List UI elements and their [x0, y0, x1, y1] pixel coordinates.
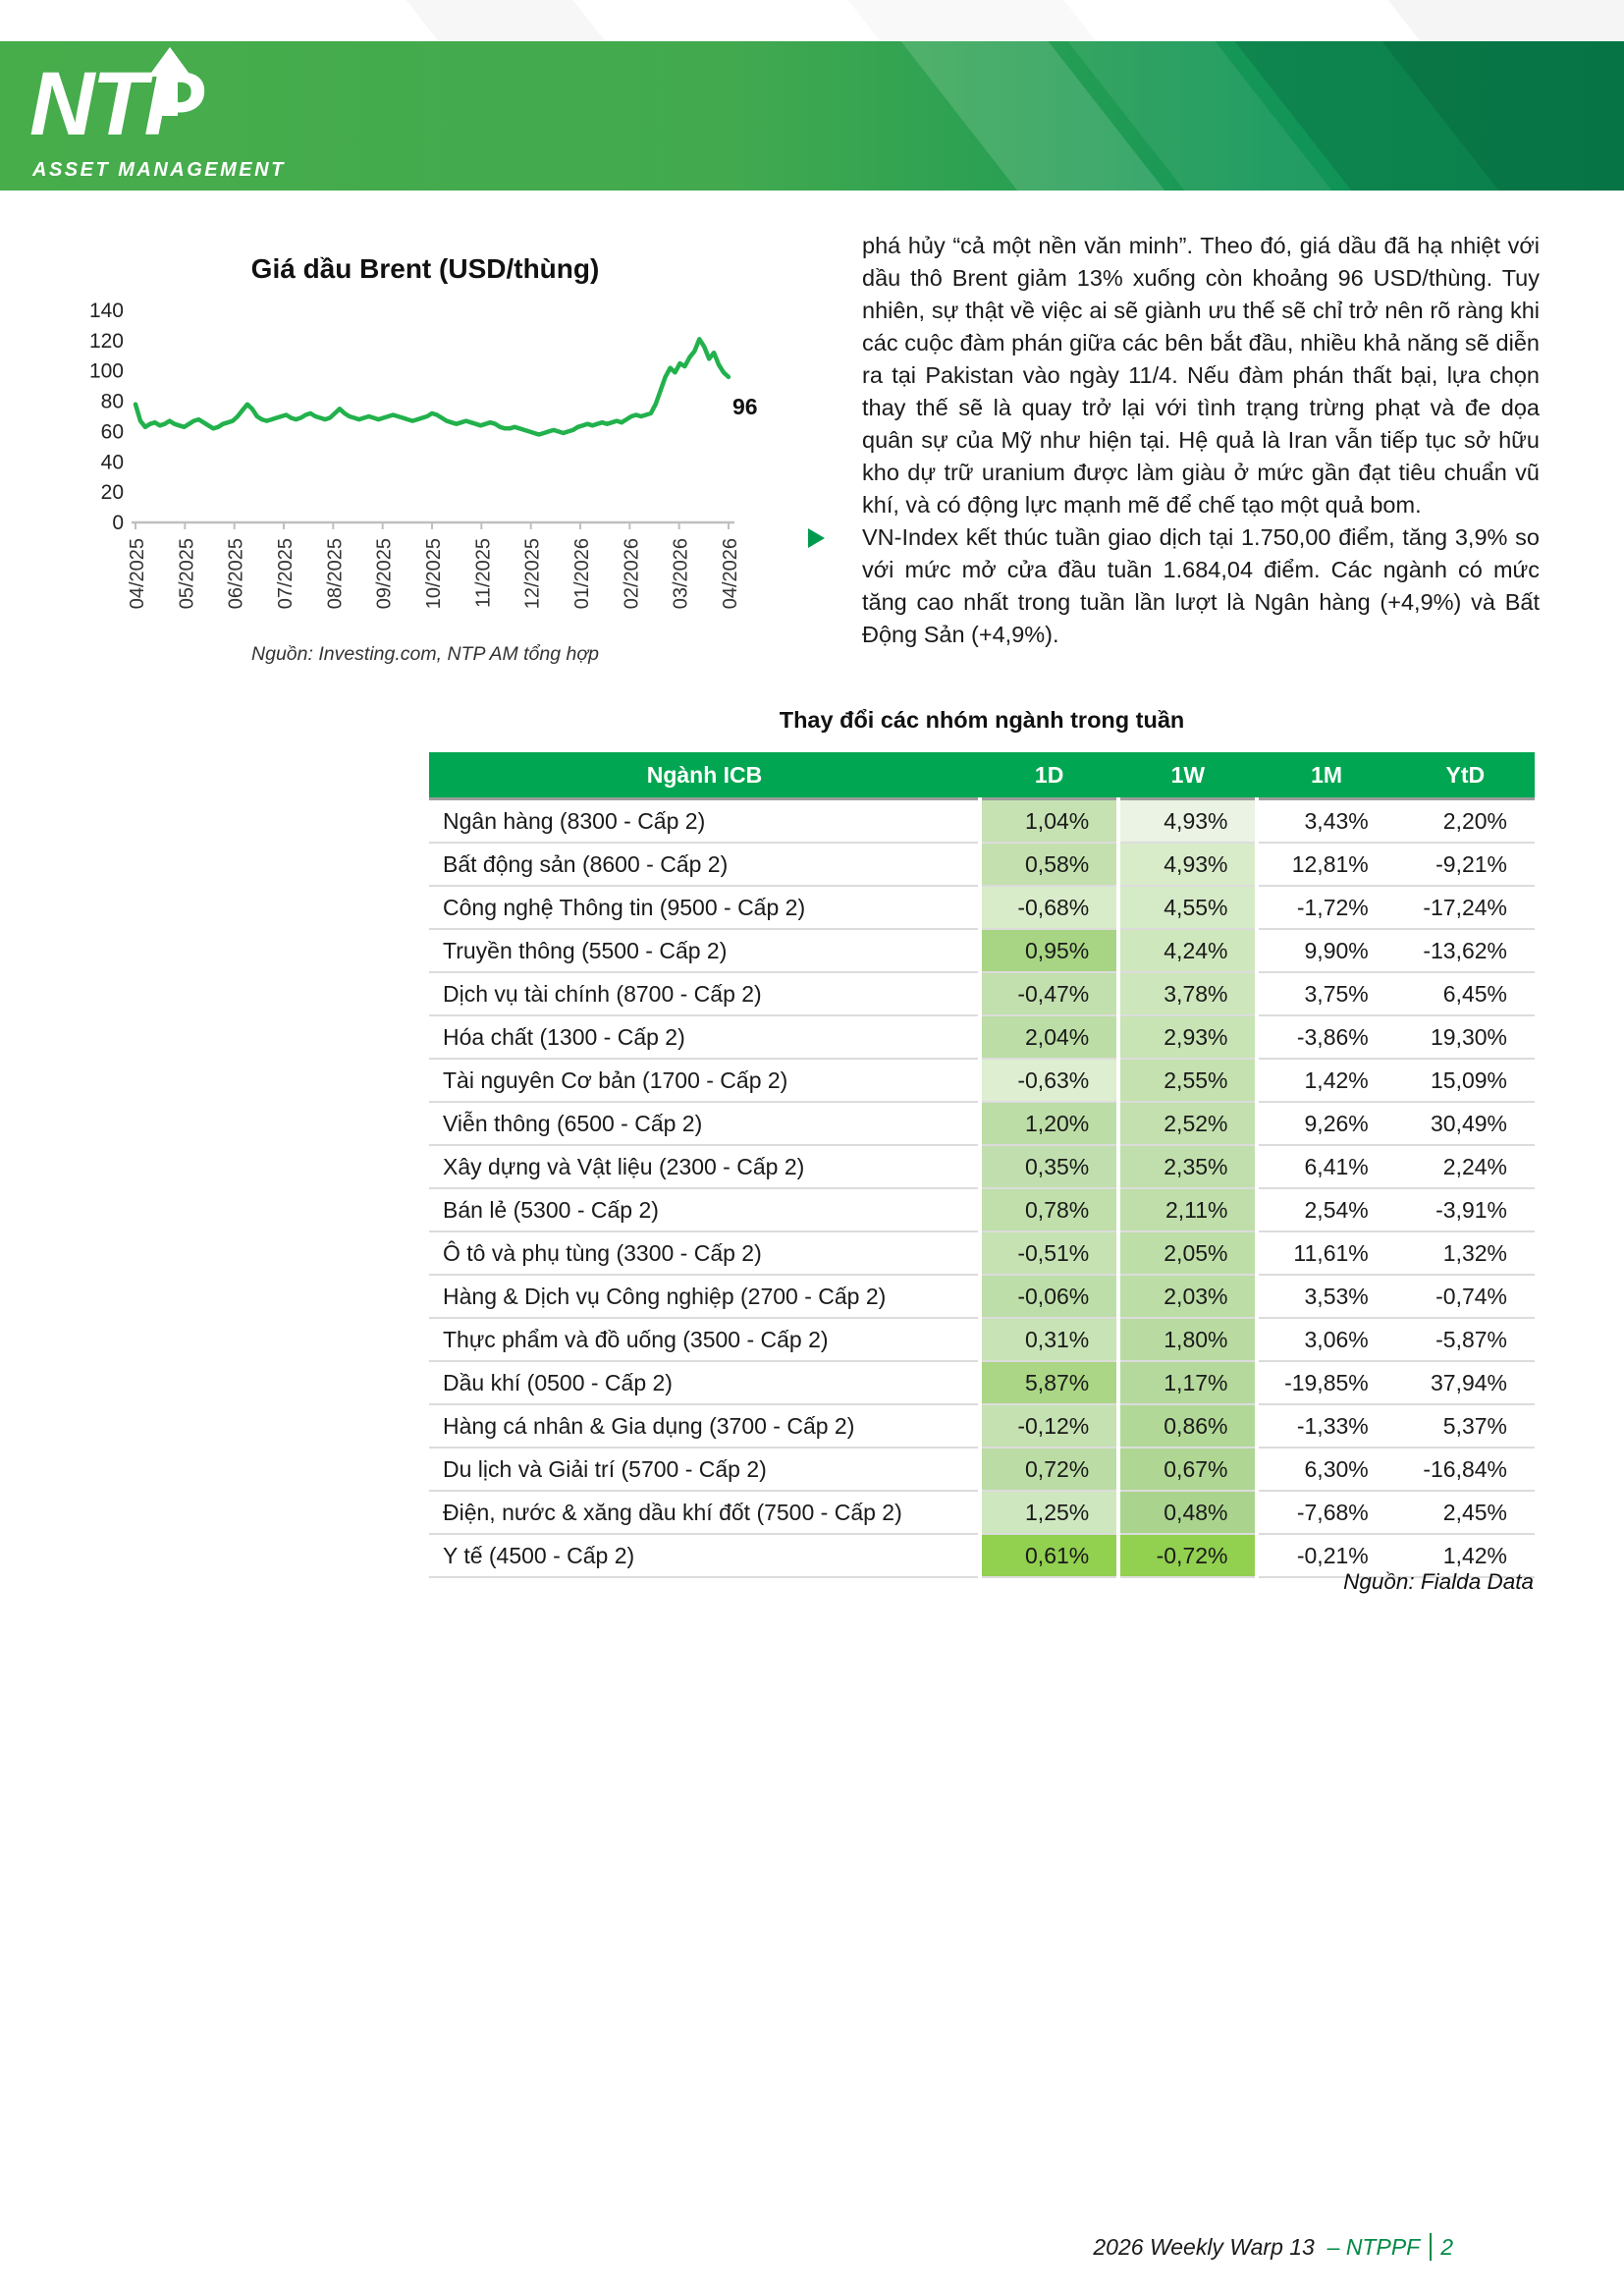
footer-page-number: 2: [1440, 2234, 1453, 2260]
table-row: [429, 1145, 1535, 1188]
footer-report-name: 2026 Weekly Warp 13: [1093, 2234, 1315, 2260]
table-row: [429, 972, 1535, 1015]
table-row: [429, 843, 1535, 886]
x-axis-tick-label: 11/2025: [472, 538, 495, 608]
table-row: [429, 799, 1535, 844]
cell-sector-name: Ô tô và phụ tùng (3300 - Cấp 2): [429, 1231, 980, 1275]
cell-1m: 6,41%: [1257, 1145, 1395, 1188]
y-axis-tick-label: 120: [88, 329, 124, 353]
cell-1m: 3,53%: [1257, 1275, 1395, 1318]
cell-sector-name: Hàng & Dịch vụ Công nghiệp (2700 - Cấp 2): [429, 1275, 980, 1318]
cell-1w: 0,67%: [1118, 1448, 1257, 1491]
x-axis-tick-label: 06/2025: [225, 538, 247, 610]
cell-sector-name: Thực phẩm và đồ uống (3500 - Cấp 2): [429, 1318, 980, 1361]
y-axis-tick-label: 80: [100, 390, 124, 413]
cell-1m: -19,85%: [1257, 1361, 1395, 1404]
x-axis-tick-label: 08/2025: [324, 538, 347, 610]
cell-1m: 3,75%: [1257, 972, 1395, 1015]
table-row: [429, 1275, 1535, 1318]
paragraph-oil: phá hủy “cả một nền văn minh”. Theo đó, giá dầu đã hạ nhiệt với dầu thô Brent giảm 13% xuống còn khoảng 96 USD/thùng. Tuy nhiên, sự thật về việc ai sẽ giành ưu thế sẽ chỉ trở nên rõ ràng khi các cuộc đàm phán giữa các bên bắt đầu, nhiều khả năng sẽ diễn ra tại Pakistan vào ngày 11/4. Nếu đàm phán thất bại, lựa chọn thay thế sẽ là quay trở lại với tình trạng trừng phạt và đe dọa quân sự của Mỹ như hiện tại. Hệ quả là Iran vẫn tiếp tục sở hữu kho dự trữ uranium được làm giàu ở mức gần đạt tiêu chuẩn vũ khí, và có động lực mạnh mẽ để chế tạo một quả bom.: [862, 233, 1540, 518]
header-banner: [0, 41, 1624, 191]
cell-1d: -0,51%: [980, 1231, 1118, 1275]
cell-ytd: 2,20%: [1396, 799, 1535, 844]
page-footer: [1093, 2233, 1453, 2261]
cell-1d: -0,06%: [980, 1275, 1118, 1318]
cell-1w: 2,55%: [1118, 1059, 1257, 1102]
cell-1w: 1,80%: [1118, 1318, 1257, 1361]
cell-1w: 4,55%: [1118, 886, 1257, 929]
cell-ytd: 1,32%: [1396, 1231, 1535, 1275]
x-axis-tick-label: 04/2026: [720, 538, 741, 610]
table-row: [429, 1491, 1535, 1534]
x-axis-tick-label: 03/2026: [670, 538, 692, 610]
cell-1m: 3,06%: [1257, 1318, 1395, 1361]
cell-1m: -1,33%: [1257, 1404, 1395, 1448]
cell-sector-name: Viễn thông (6500 - Cấp 2): [429, 1102, 980, 1145]
table-body: [429, 799, 1535, 1578]
cell-1m: -0,21%: [1257, 1534, 1395, 1577]
table-source: Nguồn: Fialda Data: [1343, 1569, 1534, 1594]
cell-sector-name: Ngân hàng (8300 - Cấp 2): [429, 799, 980, 844]
table-row: [429, 1015, 1535, 1059]
cell-1w: 2,52%: [1118, 1102, 1257, 1145]
ntp-logo: [29, 45, 324, 191]
cell-sector-name: Xây dựng và Vật liệu (2300 - Cấp 2): [429, 1145, 980, 1188]
cell-ytd: 30,49%: [1396, 1102, 1535, 1145]
table-row: [429, 1404, 1535, 1448]
cell-1w: 2,35%: [1118, 1145, 1257, 1188]
cell-ytd: -5,87%: [1396, 1318, 1535, 1361]
x-axis-tick-label: 02/2026: [621, 538, 643, 610]
top-deco-stripe: [848, 0, 1097, 41]
cell-1m: 6,30%: [1257, 1448, 1395, 1491]
column-header-1w: 1W: [1118, 752, 1257, 799]
cell-1w: 3,78%: [1118, 972, 1257, 1015]
cell-1w: 4,93%: [1118, 843, 1257, 886]
cell-1m: 2,54%: [1257, 1188, 1395, 1231]
cell-1d: 0,61%: [980, 1534, 1118, 1577]
cell-ytd: 37,94%: [1396, 1361, 1535, 1404]
top-deco-stripe: [1388, 0, 1624, 41]
cell-1m: -7,68%: [1257, 1491, 1395, 1534]
column-header-1d: 1D: [980, 752, 1118, 799]
logo-text: NTP: [29, 54, 201, 154]
y-axis-tick-label: 0: [112, 512, 124, 534]
cell-1d: -0,12%: [980, 1404, 1118, 1448]
cell-1d: -0,47%: [980, 972, 1118, 1015]
chart-source: Nguồn: Investing.com, NTP AM tổng hợp: [251, 643, 599, 665]
column-header-1m: 1M: [1257, 752, 1395, 799]
x-axis-tick-label: 12/2025: [521, 538, 544, 610]
x-axis-tick-label: 07/2025: [275, 538, 297, 610]
cell-1w: 2,11%: [1118, 1188, 1257, 1231]
cell-ytd: 2,24%: [1396, 1145, 1535, 1188]
cell-1w: 4,24%: [1118, 929, 1257, 972]
x-axis-tick-label: 04/2025: [127, 538, 148, 610]
commentary-column: [862, 230, 1540, 651]
cell-1w: 2,05%: [1118, 1231, 1257, 1275]
cell-ytd: 15,09%: [1396, 1059, 1535, 1102]
cell-1w: 2,93%: [1118, 1015, 1257, 1059]
cell-1d: 5,87%: [980, 1361, 1118, 1404]
cell-sector-name: Truyền thông (5500 - Cấp 2): [429, 929, 980, 972]
table-row: [429, 1318, 1535, 1361]
table-row: [429, 1361, 1535, 1404]
cell-1w: 4,93%: [1118, 799, 1257, 844]
cell-1d: 0,35%: [980, 1145, 1118, 1188]
cell-1m: 9,90%: [1257, 929, 1395, 972]
column-header-sector: Ngành ICB: [429, 752, 980, 799]
table-header: [429, 752, 1535, 799]
cell-ytd: -0,74%: [1396, 1275, 1535, 1318]
cell-sector-name: Hóa chất (1300 - Cấp 2): [429, 1015, 980, 1059]
cell-1d: 1,25%: [980, 1491, 1118, 1534]
x-axis-tick-label: 01/2026: [571, 538, 593, 610]
column-header-ytd: YtD: [1396, 752, 1535, 799]
chart-svg: [79, 295, 776, 633]
cell-ytd: -13,62%: [1396, 929, 1535, 972]
cell-1d: -0,68%: [980, 886, 1118, 929]
cell-1m: -3,86%: [1257, 1015, 1395, 1059]
cell-1w: 2,03%: [1118, 1275, 1257, 1318]
footer-dash-glyph: –: [1326, 2234, 1340, 2260]
cell-1m: 11,61%: [1257, 1231, 1395, 1275]
x-axis-tick-label: 10/2025: [423, 538, 445, 610]
cell-1m: 9,26%: [1257, 1102, 1395, 1145]
cell-ytd: -9,21%: [1396, 843, 1535, 886]
y-axis-tick-label: 20: [100, 481, 124, 505]
cell-1d: 1,04%: [980, 799, 1118, 844]
cell-1d: 0,72%: [980, 1448, 1118, 1491]
cell-sector-name: Dịch vụ tài chính (8700 - Cấp 2): [429, 972, 980, 1015]
cell-ytd: 19,30%: [1396, 1015, 1535, 1059]
footer-separator-bar: [1430, 2233, 1432, 2261]
cell-1w: 1,17%: [1118, 1361, 1257, 1404]
table-row: [429, 1059, 1535, 1102]
brent-price-line: [135, 339, 729, 434]
bullet-triangle-icon: [808, 528, 825, 548]
cell-ytd: 2,45%: [1396, 1491, 1535, 1534]
cell-ytd: 1,42%: [1396, 1534, 1535, 1577]
table-heading: Thay đổi các nhóm ngành trong tuần: [779, 707, 1185, 733]
cell-ytd: 6,45%: [1396, 972, 1535, 1015]
cell-1m: -1,72%: [1257, 886, 1395, 929]
cell-1d: 2,04%: [980, 1015, 1118, 1059]
cell-ytd: -3,91%: [1396, 1188, 1535, 1231]
cell-sector-name: Hàng cá nhân & Gia dụng (3700 - Cấp 2): [429, 1404, 980, 1448]
cell-sector-name: Công nghệ Thông tin (9500 - Cấp 2): [429, 886, 980, 929]
cell-1d: 0,31%: [980, 1318, 1118, 1361]
table-row: [429, 1231, 1535, 1275]
cell-ytd: 5,37%: [1396, 1404, 1535, 1448]
cell-sector-name: Bất động sản (8600 - Cấp 2): [429, 843, 980, 886]
cell-sector-name: Du lịch và Giải trí (5700 - Cấp 2): [429, 1448, 980, 1491]
cell-sector-name: Bán lẻ (5300 - Cấp 2): [429, 1188, 980, 1231]
cell-sector-name: Tài nguyên Cơ bản (1700 - Cấp 2): [429, 1059, 980, 1102]
x-axis-tick-label: 05/2025: [176, 538, 198, 610]
cell-1w: 0,48%: [1118, 1491, 1257, 1534]
table-row: [429, 929, 1535, 972]
logo-subtext: ASSET MANAGEMENT: [32, 159, 286, 181]
chart-title: Giá dầu Brent (USD/thùng): [250, 253, 600, 284]
cell-ytd: -16,84%: [1396, 1448, 1535, 1491]
cell-1d: 0,78%: [980, 1188, 1118, 1231]
y-axis-tick-label: 100: [88, 359, 124, 383]
cell-sector-name: Điện, nước & xăng dầu khí đốt (7500 - Cấp 2): [429, 1491, 980, 1534]
cell-ytd: -17,24%: [1396, 886, 1535, 929]
cell-1d: 0,95%: [980, 929, 1118, 972]
cell-sector-name: Dầu khí (0500 - Cấp 2): [429, 1361, 980, 1404]
table-row: [429, 1188, 1535, 1231]
cell-1m: 12,81%: [1257, 843, 1395, 886]
cell-1d: 1,20%: [980, 1102, 1118, 1145]
cell-1d: 0,58%: [980, 843, 1118, 886]
x-axis-tick-label: 09/2025: [373, 538, 396, 610]
y-axis-tick-label: 60: [100, 420, 124, 444]
table-row: [429, 1448, 1535, 1491]
cell-1m: 3,43%: [1257, 799, 1395, 844]
footer-fund-code: NTPPF: [1345, 2234, 1421, 2260]
cell-1w: 0,86%: [1118, 1404, 1257, 1448]
y-axis-tick-label: 40: [100, 451, 124, 474]
cell-1m: 1,42%: [1257, 1059, 1395, 1102]
top-deco-stripe: [406, 0, 606, 41]
cell-sector-name: Y tế (4500 - Cấp 2): [429, 1534, 980, 1577]
paragraph-vnindex: VN-Index kết thúc tuần giao dịch tại 1.750,00 điểm, tăng 3,9% so với mức mở cửa đầu tuần 1.684,04 điểm. Các ngành có mức tăng cao nhất trong tuần lần lượt là Ngân hàng (+4,9%) và Bất Động Sản (+4,9%).: [862, 524, 1540, 647]
table-row: [429, 1102, 1535, 1145]
bullet-item-vnindex: [862, 521, 1540, 651]
y-axis-tick-label: 140: [88, 300, 124, 322]
sector-change-table: [429, 752, 1535, 1578]
last-value-label: 96: [732, 393, 758, 419]
table-row: [429, 886, 1535, 929]
brent-price-line-chart: [79, 295, 776, 633]
cell-1d: -0,63%: [980, 1059, 1118, 1102]
cell-1w: -0,72%: [1118, 1534, 1257, 1577]
